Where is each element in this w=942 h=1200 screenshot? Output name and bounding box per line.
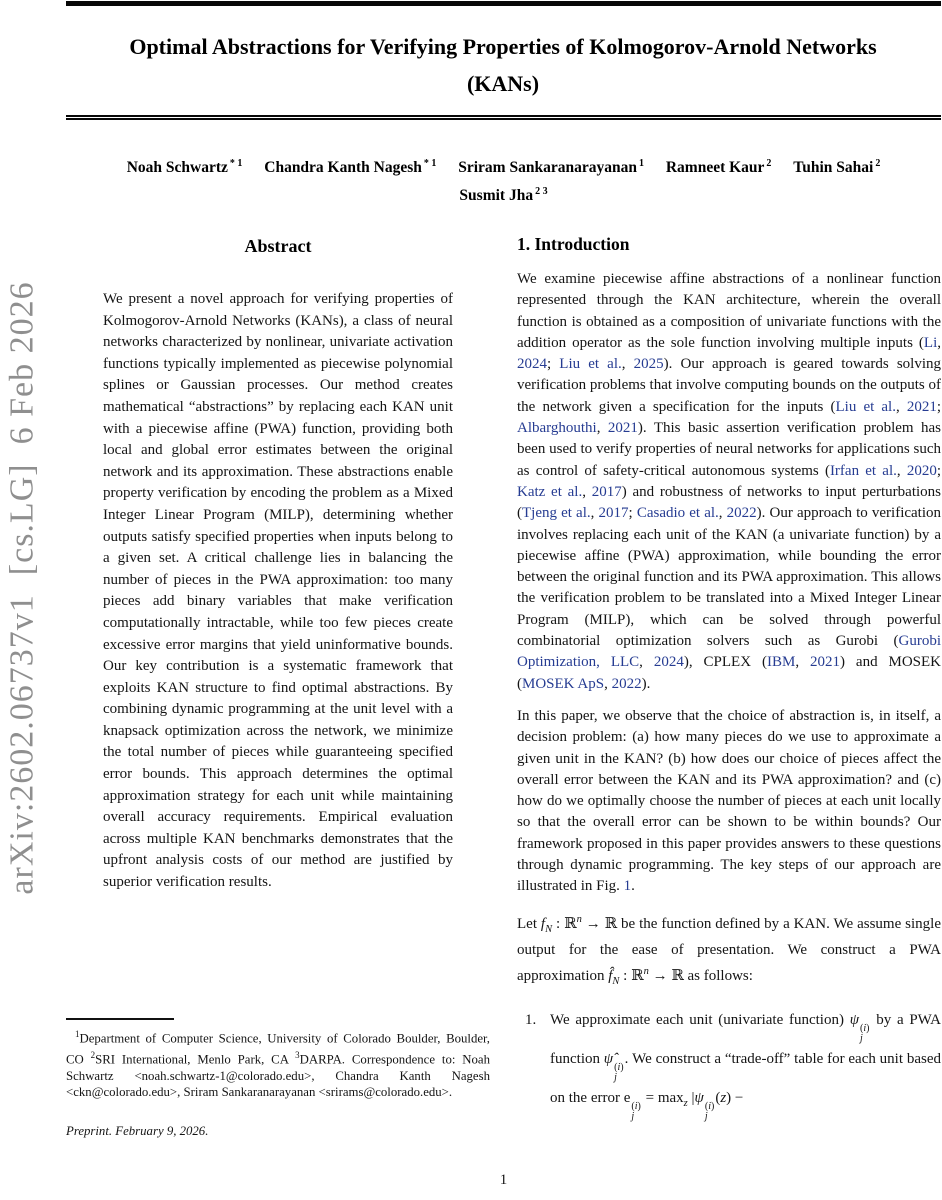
citation-link[interactable]: Liu et al. bbox=[835, 398, 896, 415]
citation-link[interactable]: Katz et al. bbox=[517, 483, 583, 500]
item-text: We approximate each unit (univariate function) ψ (i) j by a PWA function ψ̂ (i) j . We construct a “trade-off” table for each unit based on the error e (i) j = $\max_z |\psi$ (i) j (z) − bbox=[550, 1011, 942, 1122]
citation-link[interactable]: 2017 bbox=[598, 505, 629, 522]
citation-link[interactable]: Tjeng et al. bbox=[522, 505, 591, 522]
author-affiliation-mark: * 1 bbox=[229, 158, 243, 169]
author-name: Sriram Sankaranarayanan bbox=[458, 159, 637, 177]
author-list bbox=[66, 152, 941, 208]
author-line-1 bbox=[66, 152, 941, 180]
title-rule-upper bbox=[66, 115, 941, 117]
title-rule bbox=[66, 115, 941, 120]
citation-link[interactable]: Liu et al. bbox=[559, 356, 622, 373]
introduction-heading: 1. Introduction bbox=[517, 234, 630, 254]
author-affiliation-mark: 2 3 bbox=[535, 186, 548, 198]
author-name: Susmit Jha bbox=[459, 187, 534, 205]
author-susmit-jha bbox=[459, 187, 547, 204]
enumerated-item-1 bbox=[517, 1005, 941, 1122]
citation-link[interactable]: Gurobi Optimization, LLC bbox=[517, 633, 941, 671]
abstract-text: We present a novel approach for verifying properties of Kolmogorov-Arnold Networks (KANs), a class of neural networks characterized by nonlinear, univariate activation functions typically implemented as piecewise polynomial splines or Gaussian processes. Our method creates mathematical “abstractions” by replacing each KAN unit with a piecewise affine (PWA) function, providing both local and global error estimates between the original network and its approximation. These abstractions enable property verification by encoding the problem as a Mixed Integer Linear Program (MILP), determining whether outputs satisfy specified properties when inputs belong to a given set. A critical challenge lies in balancing the number of pieces in the PWA approximation: too many pieces add binary variables that make verification computationally intractable, while too few pieces create excessive error margins that yield uninformative bounds. Our key contribution is a systematic framework that exploits KAN structure to find optimal abstractions. By combining dynamic programming at the unit level with a knapsack optimization across the network, we minimize the total number of pieces while guaranteeing specified error bounds. This approach determines the optimal approximation strategy for each unit while maintaining overall accuracy requirements. Empirical evaluation across multiple KAN benchmarks demonstrates that the upfront analysis costs of our method are justified by superior verification results. bbox=[103, 291, 453, 891]
title-rule-lower bbox=[66, 118, 941, 120]
author-tuhin-sahai bbox=[793, 159, 880, 176]
footnote-rule bbox=[66, 1018, 174, 1020]
arxiv-stamp bbox=[0, 238, 46, 938]
citation-link[interactable]: 2017 bbox=[591, 483, 622, 500]
author-name: Noah Schwartz bbox=[126, 159, 228, 177]
abstract-heading: Abstract bbox=[244, 236, 312, 256]
author-affiliation-mark: 2 bbox=[766, 158, 772, 169]
footnote-block bbox=[66, 1018, 490, 1140]
author-line-2 bbox=[66, 180, 941, 208]
author-name: Ramneet Kaur bbox=[665, 159, 765, 177]
author-affiliation-mark: * 1 bbox=[423, 158, 437, 169]
paper-title: Optimal Abstractions for Verifying Properties of Kolmogorov-Arnold Networks (KANs) bbox=[129, 34, 877, 96]
citation-link[interactable]: Irfan et al. bbox=[829, 462, 897, 479]
citation-link[interactable]: 2021 bbox=[607, 420, 638, 437]
citation-link[interactable]: 2025 bbox=[633, 356, 664, 373]
preprint-date-line: Preprint. February 9, 2026. bbox=[66, 1123, 209, 1138]
top-rule bbox=[66, 1, 941, 6]
author-affiliation-mark: 2 bbox=[875, 158, 881, 169]
left-column bbox=[66, 228, 490, 894]
citation-link[interactable]: Li bbox=[923, 334, 938, 351]
author-ramneet-kaur bbox=[666, 159, 772, 176]
citation-link[interactable]: IBM bbox=[766, 654, 796, 671]
footnote-text: $^1$Department of Computer Science, University of Colorado Boulder, Boulder, CO $^2$SRI International, Menlo Park, CA $^3$DARPA. Correspondence to: Noah Schwartz <noah.schwartz-1@colorado.edu>, Chandra Kanth Nagesh <ckn@colorado.edu>, Sriram Sankaranarayanan <srirams@colorado.edu>. bbox=[66, 1029, 490, 1100]
page-number: 1 bbox=[499, 1172, 508, 1188]
citation-link[interactable]: 2022 bbox=[611, 675, 642, 692]
citation-link[interactable]: 2021 bbox=[810, 654, 840, 671]
author-affiliation-mark: 1 bbox=[638, 158, 644, 169]
item-number: 1. bbox=[525, 1011, 537, 1028]
author-name: Tuhin Sahai bbox=[793, 159, 874, 177]
citation-link[interactable]: 1 bbox=[623, 878, 632, 895]
author-noah-schwartz bbox=[127, 159, 243, 176]
author-chandra-kanth-nagesh bbox=[264, 159, 436, 176]
introduction-paragraph-1: We examine piecewise affine abstractions of a nonlinear function represented through the KAN architecture, wherein the overall function is obtained as a composition of univariate functions with the addition operator as the sole function involving multiple inputs (Li, 2024; Liu et al., 2025). Our approach is geared towards solving verification problems that involve computing bounds on the outputs of the network given a specification for the inputs (Liu et al., 2021; Albarghouthi, 2021). This basic assertion verification problem has been used to verify properties of neural networks for applications such as control of safety-critical autonomous systems (Irfan et al., 2020; Katz et al., 2017) and robustness of networks to input perturbations (Tjeng et al., 2017; Casadio et al., 2022). Our approach to verification involves replacing each unit of the KAN (a univariate function) by a piecewise affine (PWA) approximation, while bounding the error between the original function and its PWA approximation. This allows the verification problem to be translated into a Mixed Integer Linear Program (MILP), which can be solved through powerful combinatorial optimization solvers such as Gurobi (Gurobi Optimization, LLC, 2024), CPLEX (IBM, 2021) and MOSEK (MOSEK ApS, 2022). bbox=[517, 271, 942, 692]
citation-link[interactable]: 2022 bbox=[726, 505, 757, 522]
citation-link[interactable]: 2024 bbox=[517, 356, 547, 373]
citation-link[interactable]: 2024 bbox=[653, 654, 684, 671]
author-name: Chandra Kanth Nagesh bbox=[264, 159, 422, 177]
citation-link[interactable]: Casadio et al. bbox=[636, 505, 719, 522]
introduction-paragraph-3: Let $f_N$ : ℝ$^n$ → ℝ be the function defined by a KAN. We assume single output for the ease of presentation. We construct a PWA approximation $f̂_N$ : ℝ$^n$ → ℝ as follows: bbox=[517, 913, 941, 988]
citation-link[interactable]: Albarghouthi bbox=[517, 420, 597, 437]
introduction-paragraph-2: In this paper, we observe that the choice of abstraction is, in itself, a decision problem: (a) how many pieces do we use to approximate a given unit in the KAN? (b) how does our choice of pieces affect the overall error between the KAN and its PWA approximation? and (c) how do we optimally choose the number of pieces at each unit locally so that the overall error can be shown to be within bounds? Our framework proposed in this paper provides answers to these questions through dynamic programming. The key steps of our approach are illustrated in Fig. 1. bbox=[517, 707, 941, 895]
citation-link[interactable]: 2021 bbox=[906, 398, 937, 415]
citation-link[interactable]: 2020 bbox=[906, 462, 937, 479]
arxiv-stamp-text: arXiv:2602.06737v1 [cs.LG] 6 Feb 2026 bbox=[4, 281, 41, 895]
citation-link[interactable]: MOSEK ApS bbox=[522, 675, 605, 692]
author-sriram-sankaranarayanan bbox=[458, 159, 644, 176]
right-column bbox=[517, 228, 941, 1122]
